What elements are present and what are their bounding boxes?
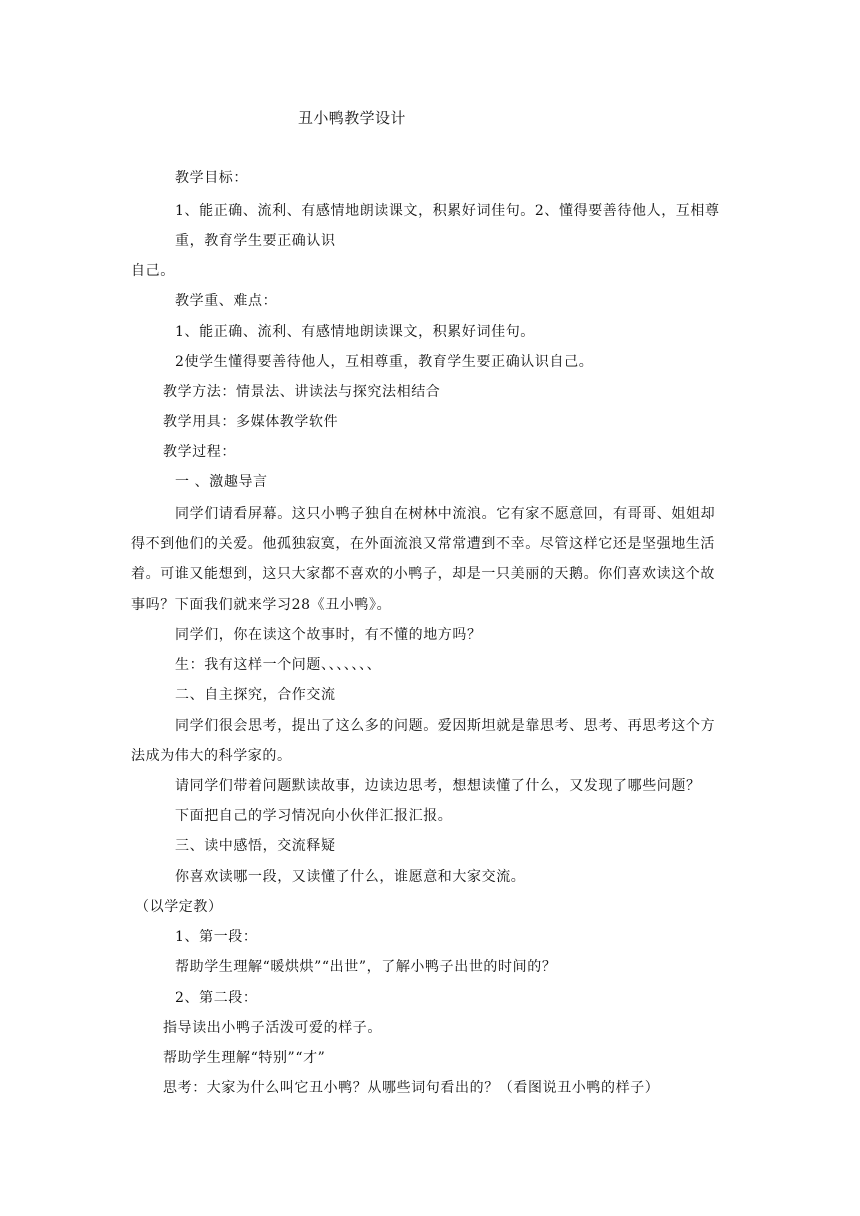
section-heading: 一 、激趣导言 [175, 474, 268, 490]
paragraph-line: 生：我有这样一个问题、、、、、、、 [175, 657, 382, 673]
paragraph-line: 思考：大家为什么叫它丑小鸭？从哪些词句看出的？（看图说丑小鸭的样子） [163, 1080, 660, 1096]
paragraph-line: 你喜欢读哪一段，又读懂了什么，谁愿意和大家交流。 [175, 869, 526, 885]
document-title: 丑小鸭教学设计 [298, 109, 406, 127]
section-heading: 教学目标： [175, 170, 248, 186]
paragraph-line: 同学们请看屏幕。这只小鸭子独自在树林中流浪。它有家不愿意回，有哥哥、姐姐却 [175, 506, 716, 522]
section-heading: 二、自主探究，合作交流 [175, 687, 336, 703]
paragraph-line: 着。可谁又能想到，这只大家都不喜欢的小鸭子，却是一只美丽的天鹅。你们喜欢读这个故 [131, 566, 715, 582]
paragraph-line: 法成为伟大的科学家的。 [131, 748, 292, 764]
paragraph-line: 重，教育学生要正确认识 [175, 233, 336, 249]
paragraph-line: 2使学生懂得要善待他人，互相尊重，教育学生要正确认识自己。 [175, 354, 594, 370]
paragraph-line: 帮助学生理解“暖烘烘”“出世”，了解小鸭子出世的时间的？ [175, 959, 557, 975]
section-heading: 1、第一段： [175, 929, 258, 945]
section-heading: 三、读中感悟，交流释疑 [175, 838, 336, 854]
paragraph-line: 指导读出小鸭子活泼可爱的样子。 [163, 1020, 382, 1036]
paragraph-line: 下面把自己的学习情况向小伙伴汇报汇报。 [175, 808, 453, 824]
paragraph-line: 同学们很会思考，提出了这么多的问题。爱因斯坦就是靠思考、思考、再思考这个方 [175, 718, 716, 734]
paragraph-line: 帮助学生理解“特别”“才” [163, 1050, 326, 1066]
paragraph-line: 自己。 [131, 263, 175, 279]
section-heading: 2、第二段： [175, 990, 258, 1006]
paragraph-line: 事吗？下面我们就来学习28《丑小鸭》。 [131, 597, 392, 613]
section-heading: 教学过程： [163, 444, 236, 460]
paragraph-line: （以学定教） [135, 899, 223, 915]
paragraph-line: 1、能正确、流利、有感情地朗读课文，积累好词佳句。 [175, 324, 535, 340]
paragraph-line: 同学们，你在读这个故事时，有不懂的地方吗？ [175, 627, 482, 643]
paragraph-line: 请同学们带着问题默读故事，边读边思考，想想读懂了什么，又发现了哪些问题？ [175, 778, 701, 794]
paragraph-line: 1、能正确、流利、有感情地朗读课文，积累好词佳句。2、懂得要善待他人，互相尊 [175, 203, 720, 219]
paragraph-line: 得不到他们的关爱。他孤独寂寞，在外面流浪又常常遭到不幸。尽管这样它还是坚强地生活 [131, 536, 715, 552]
section-heading: 教学方法：情景法、讲读法与探究法相结合 [163, 384, 441, 400]
section-heading: 教学重、难点： [175, 293, 278, 309]
section-heading: 教学用具：多媒体教学软件 [163, 414, 339, 430]
